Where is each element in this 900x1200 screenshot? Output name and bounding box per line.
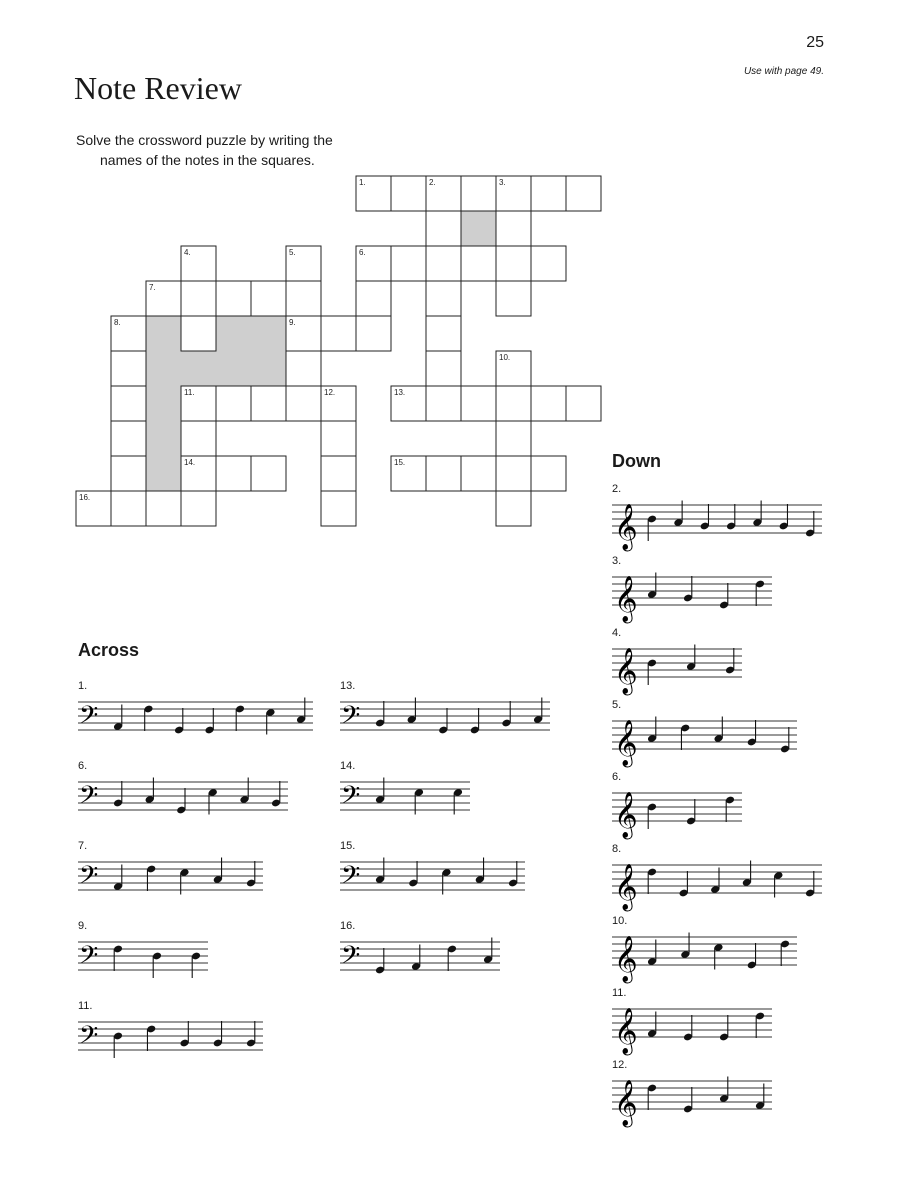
instructions-line-2: names of the notes in the squares. <box>100 152 315 168</box>
note-F <box>113 945 123 971</box>
crossword-cell[interactable] <box>146 491 181 526</box>
crossword-cell[interactable] <box>566 386 601 421</box>
note-F <box>647 1012 657 1038</box>
crossword-cell[interactable] <box>356 246 391 281</box>
crossword-cell[interactable] <box>426 456 461 491</box>
clue-number: 4. <box>612 627 622 639</box>
note-C <box>375 858 385 884</box>
crossword-cell[interactable] <box>531 246 566 281</box>
note-E <box>683 1087 693 1113</box>
crossword-cell[interactable] <box>531 176 566 211</box>
note-A <box>713 717 723 743</box>
crossword-cell[interactable] <box>356 281 391 316</box>
note-D <box>647 868 657 894</box>
note-E <box>265 708 275 734</box>
crossword-cell[interactable] <box>321 316 356 351</box>
bass-clef-icon: 𝄢 <box>79 941 99 976</box>
note-F <box>235 705 245 731</box>
crossword-cell[interactable] <box>426 246 461 281</box>
cell-number: 13. <box>394 388 406 397</box>
shaded-square <box>146 351 181 386</box>
clue-number: 7. <box>78 840 88 852</box>
crossword-cell[interactable] <box>496 421 531 456</box>
crossword-cell[interactable] <box>251 386 286 421</box>
note-D <box>755 580 765 606</box>
cell-number: 4. <box>184 248 191 257</box>
note-C <box>239 778 249 804</box>
note-A <box>113 865 123 891</box>
note-B <box>246 1021 256 1047</box>
crossword-cell[interactable] <box>496 456 531 491</box>
crossword-cell[interactable] <box>496 491 531 526</box>
note-D <box>113 1032 123 1058</box>
treble-clef-icon: 𝄞 <box>614 1080 638 1126</box>
crossword-cell[interactable] <box>286 316 321 351</box>
music-staff <box>340 692 550 752</box>
note-A <box>647 573 657 599</box>
crossword-cell[interactable] <box>181 421 216 456</box>
note-B <box>408 861 418 887</box>
note-C <box>713 943 723 969</box>
crossword-cell[interactable] <box>356 316 391 351</box>
cell-number: 5. <box>289 248 296 257</box>
cell-number: 1. <box>359 178 366 187</box>
note-C <box>475 858 485 884</box>
clue-number: 15. <box>340 840 356 852</box>
note-A <box>647 717 657 743</box>
crossword-cell[interactable] <box>426 351 461 386</box>
bass-clef-icon: 𝄢 <box>79 781 99 816</box>
bass-clef-icon: 𝄢 <box>79 861 99 896</box>
crossword-cell[interactable] <box>286 351 321 386</box>
music-staff <box>612 567 772 627</box>
shaded-square <box>251 316 286 351</box>
music-staff <box>78 772 288 832</box>
music-staff <box>612 783 742 843</box>
cell-number: 16. <box>79 493 91 502</box>
clue-number: 10. <box>612 915 628 927</box>
crossword-cell[interactable] <box>461 386 496 421</box>
bass-clef-icon: 𝄢 <box>341 781 361 816</box>
crossword-cell[interactable] <box>461 456 496 491</box>
crossword-cell[interactable] <box>496 176 531 211</box>
treble-clef-icon: 𝄞 <box>614 576 638 622</box>
shaded-square <box>146 421 181 456</box>
crossword-cell[interactable] <box>146 281 181 316</box>
clue-number: 13. <box>340 680 356 692</box>
cell-number: 11. <box>184 388 195 397</box>
note-G <box>725 648 735 674</box>
note-B <box>647 515 657 541</box>
note-F <box>755 1084 765 1110</box>
note-G <box>779 504 789 530</box>
clue-number: 9. <box>78 920 88 932</box>
cell-number: 8. <box>114 318 121 327</box>
note-B <box>246 861 256 887</box>
crossword-cell[interactable] <box>566 176 601 211</box>
shaded-square <box>216 316 251 351</box>
clue-number: 12. <box>612 1059 628 1071</box>
note-G <box>726 504 736 530</box>
note-C <box>296 698 306 724</box>
crossword-cell[interactable] <box>496 386 531 421</box>
page-number: 25 <box>806 34 824 51</box>
crossword-cell[interactable] <box>531 386 566 421</box>
note-C <box>773 871 783 897</box>
note-D <box>680 724 690 750</box>
note-A <box>719 1077 729 1103</box>
crossword-cell[interactable] <box>111 491 146 526</box>
note-A <box>686 645 696 671</box>
shaded-square <box>146 456 181 491</box>
clue-number: 5. <box>612 699 622 711</box>
crossword-cell[interactable] <box>286 386 321 421</box>
music-staff <box>612 927 797 987</box>
note-E <box>780 727 790 753</box>
note-G <box>174 708 184 734</box>
note-G <box>470 708 480 734</box>
note-E <box>453 788 463 814</box>
note-F <box>647 940 657 966</box>
note-G <box>747 720 757 746</box>
bass-clef-icon: 𝄢 <box>341 701 361 736</box>
crossword-cell[interactable] <box>111 316 146 351</box>
page-title: Note Review <box>74 70 242 106</box>
cell-number: 15. <box>394 458 406 467</box>
clue-number: 3. <box>612 555 622 567</box>
cell-number: 10. <box>499 353 511 362</box>
note-G <box>683 576 693 602</box>
treble-clef-icon: 𝄞 <box>614 504 638 550</box>
clue-number: 16. <box>340 920 356 932</box>
crossword-cell[interactable] <box>181 456 216 491</box>
instructions-line-1: Solve the crossword puzzle by writing the <box>76 132 333 148</box>
note-G <box>204 708 214 734</box>
note-E <box>679 871 689 897</box>
crossword-cell[interactable] <box>426 316 461 351</box>
note-E <box>747 943 757 969</box>
crossword-cell[interactable] <box>426 386 461 421</box>
note-E <box>441 868 451 894</box>
note-E <box>179 868 189 894</box>
note-F <box>710 868 720 894</box>
clue-number: 6. <box>612 771 622 783</box>
note-B <box>647 659 657 685</box>
use-with-note: Use with page 49. <box>743 66 824 77</box>
bass-clef-icon: 𝄢 <box>79 1021 99 1056</box>
clue-number: 6. <box>78 760 88 772</box>
note-A <box>680 933 690 959</box>
note-F <box>146 865 156 891</box>
note-C <box>213 858 223 884</box>
crossword-cell[interactable] <box>391 246 426 281</box>
note-D <box>152 952 162 978</box>
cell-number: 14. <box>184 458 196 467</box>
note-E <box>686 799 696 825</box>
note-A <box>742 861 752 887</box>
crossword-cell[interactable] <box>426 176 461 211</box>
music-staff <box>78 692 313 752</box>
note-E <box>719 1015 729 1041</box>
crossword-cell[interactable] <box>461 246 496 281</box>
note-C <box>375 778 385 804</box>
crossword-cell[interactable] <box>286 246 321 281</box>
crossword-cell[interactable] <box>76 491 111 526</box>
note-C <box>483 938 493 964</box>
treble-clef-icon: 𝄞 <box>614 1008 638 1054</box>
down-heading: Down <box>612 451 661 471</box>
crossword-cell[interactable] <box>111 421 146 456</box>
crossword-cell[interactable] <box>111 351 146 386</box>
crossword-cell[interactable] <box>216 386 251 421</box>
crossword-cell[interactable] <box>496 211 531 246</box>
clue-number: 1. <box>78 680 88 692</box>
clue-number: 2. <box>612 483 622 495</box>
note-E <box>719 583 729 609</box>
note-B <box>647 803 657 829</box>
treble-clef-icon: 𝄞 <box>614 792 638 838</box>
music-staff <box>612 639 742 699</box>
bass-clef-icon: 𝄢 <box>79 701 99 736</box>
note-D <box>725 796 735 822</box>
shaded-square <box>146 386 181 421</box>
crossword-cell[interactable] <box>251 281 286 316</box>
instructions <box>76 130 333 170</box>
shaded-square <box>146 316 181 351</box>
crossword-cell[interactable] <box>391 456 426 491</box>
treble-clef-icon: 𝄞 <box>614 720 638 766</box>
note-F <box>146 1025 156 1051</box>
clue-number: 11. <box>78 1000 93 1012</box>
crossword-cell[interactable] <box>216 456 251 491</box>
clue-number: 8. <box>612 843 622 855</box>
music-staff <box>612 855 822 915</box>
note-A <box>673 501 683 527</box>
crossword-cell[interactable] <box>321 456 356 491</box>
clue-number: 14. <box>340 760 356 772</box>
music-staff <box>78 852 263 912</box>
treble-clef-icon: 𝄞 <box>614 648 638 694</box>
note-E <box>805 871 815 897</box>
music-staff <box>340 852 525 912</box>
music-staff <box>340 932 500 992</box>
crossword-cell[interactable] <box>111 386 146 421</box>
note-D <box>647 1084 657 1110</box>
music-staff <box>612 711 797 771</box>
crossword-cell[interactable] <box>391 386 426 421</box>
note-G <box>700 504 710 530</box>
note-D <box>780 940 790 966</box>
crossword-cell[interactable] <box>286 281 321 316</box>
note-B <box>271 781 281 807</box>
note-C <box>145 778 155 804</box>
treble-clef-icon: 𝄞 <box>614 864 638 910</box>
crossword-cell[interactable] <box>426 211 461 246</box>
note-D <box>755 1012 765 1038</box>
crossword-cell[interactable] <box>496 246 531 281</box>
music-staff <box>78 932 208 992</box>
note-E <box>683 1015 693 1041</box>
note-B <box>179 1021 189 1047</box>
crossword-cell[interactable] <box>391 176 426 211</box>
music-staff <box>612 495 822 555</box>
crossword-cell[interactable] <box>321 421 356 456</box>
bass-clef-icon: 𝄢 <box>341 941 361 976</box>
note-G <box>375 948 385 974</box>
bass-clef-icon: 𝄢 <box>341 861 361 896</box>
note-G <box>176 788 186 814</box>
crossword-cell[interactable] <box>461 176 496 211</box>
treble-clef-icon: 𝄞 <box>614 936 638 982</box>
crossword-cell[interactable] <box>111 456 146 491</box>
crossword-cell[interactable] <box>496 351 531 386</box>
note-B <box>508 861 518 887</box>
note-F <box>447 945 457 971</box>
music-staff <box>340 772 470 832</box>
crossword-cell[interactable] <box>181 281 216 316</box>
shaded-square <box>216 351 251 386</box>
note-C <box>533 698 543 724</box>
across-heading: Across <box>78 640 140 660</box>
crossword-cell[interactable] <box>181 491 216 526</box>
note-A <box>411 945 421 971</box>
shaded-square <box>461 211 496 246</box>
cell-number: 12. <box>324 388 336 397</box>
crossword-cell[interactable] <box>251 456 286 491</box>
crossword-cell[interactable] <box>321 386 356 421</box>
crossword-cell[interactable] <box>426 281 461 316</box>
cell-number: 6. <box>359 248 366 257</box>
note-A <box>113 705 123 731</box>
note-A <box>752 501 762 527</box>
note-F <box>143 705 153 731</box>
cell-number: 7. <box>149 283 156 292</box>
note-B <box>501 701 511 727</box>
crossword-cell[interactable] <box>181 246 216 281</box>
note-E <box>414 788 424 814</box>
note-E <box>208 788 218 814</box>
crossword-cell[interactable] <box>216 281 251 316</box>
cell-number: 2. <box>429 178 436 187</box>
clue-number: 11. <box>612 987 627 999</box>
note-B <box>213 1021 223 1047</box>
music-staff <box>612 1071 772 1131</box>
music-staff <box>78 1012 263 1072</box>
music-staff <box>612 999 772 1059</box>
note-C <box>407 698 417 724</box>
note-B <box>375 701 385 727</box>
shaded-square <box>251 351 286 386</box>
note-E <box>805 511 815 537</box>
note-D <box>191 952 201 978</box>
note-G <box>438 708 448 734</box>
cell-number: 9. <box>289 318 296 327</box>
crossword-cell[interactable] <box>321 491 356 526</box>
cell-number: 3. <box>499 178 506 187</box>
crossword-cell[interactable] <box>496 281 531 316</box>
note-B <box>113 781 123 807</box>
crossword-cell[interactable] <box>181 386 216 421</box>
crossword-cell[interactable] <box>531 456 566 491</box>
shaded-square <box>181 351 216 386</box>
crossword-cell[interactable] <box>181 316 216 351</box>
crossword-cell[interactable] <box>356 176 391 211</box>
